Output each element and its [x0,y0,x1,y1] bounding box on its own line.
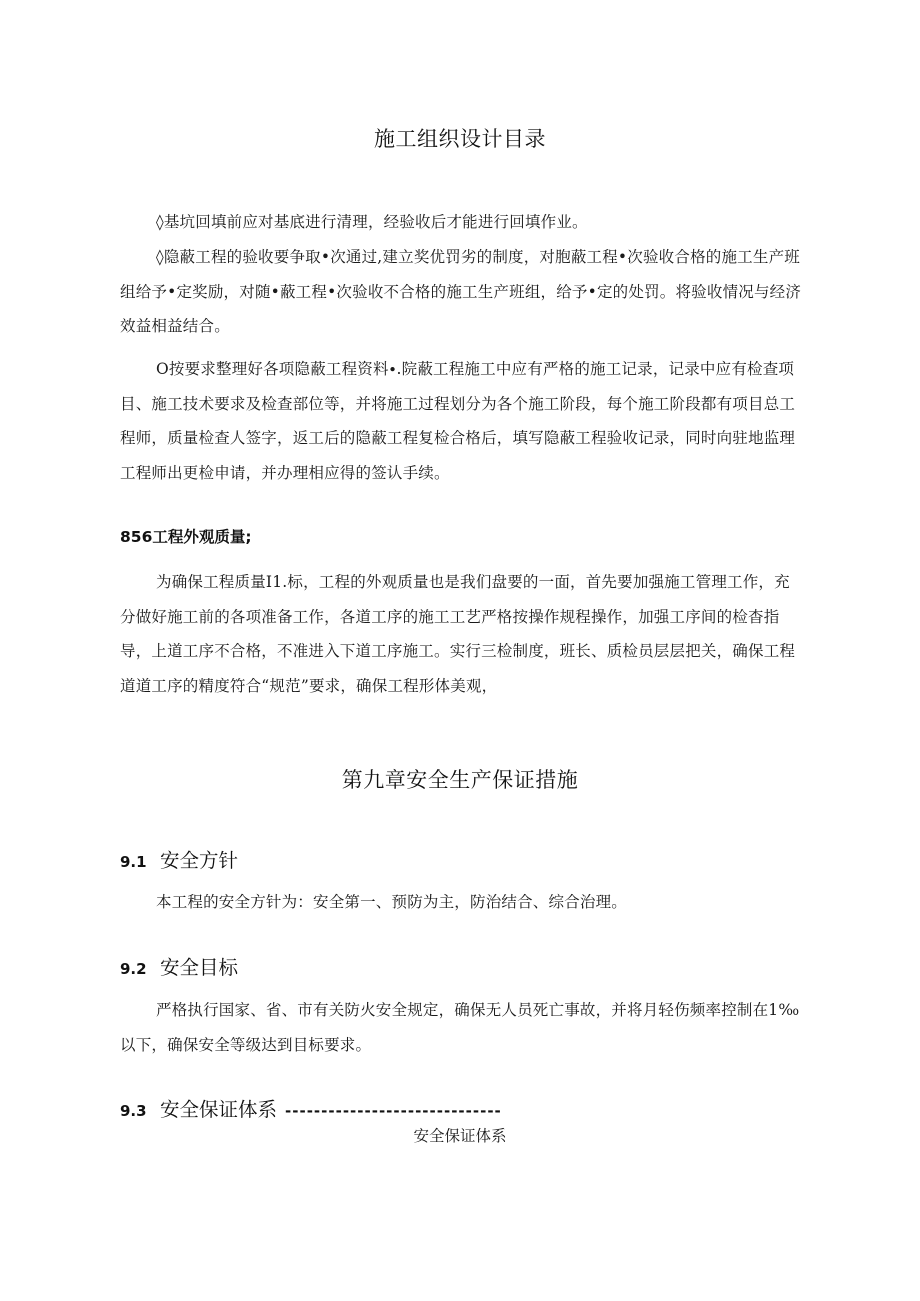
section-heading-9-3 [120,1094,502,1122]
section-heading-9-2 [120,952,238,980]
paragraph-backfill: ◊基坑回填前应对基底进行清理，经验收后才能进行回填作业。 [156,213,588,231]
section-number: 9.2 [120,960,147,978]
section-heading-9-1 [120,845,238,873]
section-number: 9.3 [120,1102,147,1120]
paragraph-concealed-records: O按要求整理好各项隐蔽工程资料∙.院蔽工程施工中应有严格的施工记录，记录中应有检查项目、施工技术要求及检查部位等，并将施工过程划分为各个施工阶段，每个施工阶段都有项目总工程师，质量检查人签字，返工后的隐蔽工程复检合格后，填写隐蔽工程验收记录，同时向驻地监理工程师出更检申请，并办理相应得的签认手续。 [120,360,796,482]
paragraph-safety-policy: 本工程的安全方针为：安全第一、预防为主，防治结合、综合治理。 [156,893,628,911]
chapter-title: 第九章安全生产保证措施 [341,768,579,792]
section-title: 安全方针 [160,849,239,872]
section-title: 安全目标 [160,956,239,979]
paragraph-concealed-acceptance: ◊隐蔽工程的验收要争取•次通过,建立奖优罚劣的制度，对胞蔽工程•次验收合格的施工生产班组给予•定奖励，对随•蔽工程•次验收不合格的施工生产班组，给予•定的处罚。将验收情况与经济效益相益结合。 [120,248,802,335]
section-title: 安全保证体系 [160,1098,278,1121]
paragraph-appearance-quality: 为确保工程质量I1.标，工程的外观质量也是我们盘要的一面，首先要加强施工管理工作，充分做好施工前的各项准备工作，各道工序的施工工艺严格按操作规程操作，加强工序间的检杳指导，上道工序不合格，不准进入下道工序施工。实行三检制度，班长、质检员层层把关，确保工程道道工序的精度符合“规范”要求，确保工程形体美观， [120,573,796,695]
subsection-heading-appearance: 856工程外观质量; [120,528,252,546]
document-title: 施工组织设计目录 [374,127,546,151]
paragraph-safety-target: 严格执行国家、省、市有关防火安全规定，确保无人员死亡事故，并将月轻伤频率控制在1‰以下，确保安全等级达到目标要求。 [120,1001,800,1054]
section-number: 9.1 [120,853,147,871]
leader-dashes: ------------------------------ [285,1102,502,1120]
diagram-caption: 安全保证体系 [413,1127,507,1145]
